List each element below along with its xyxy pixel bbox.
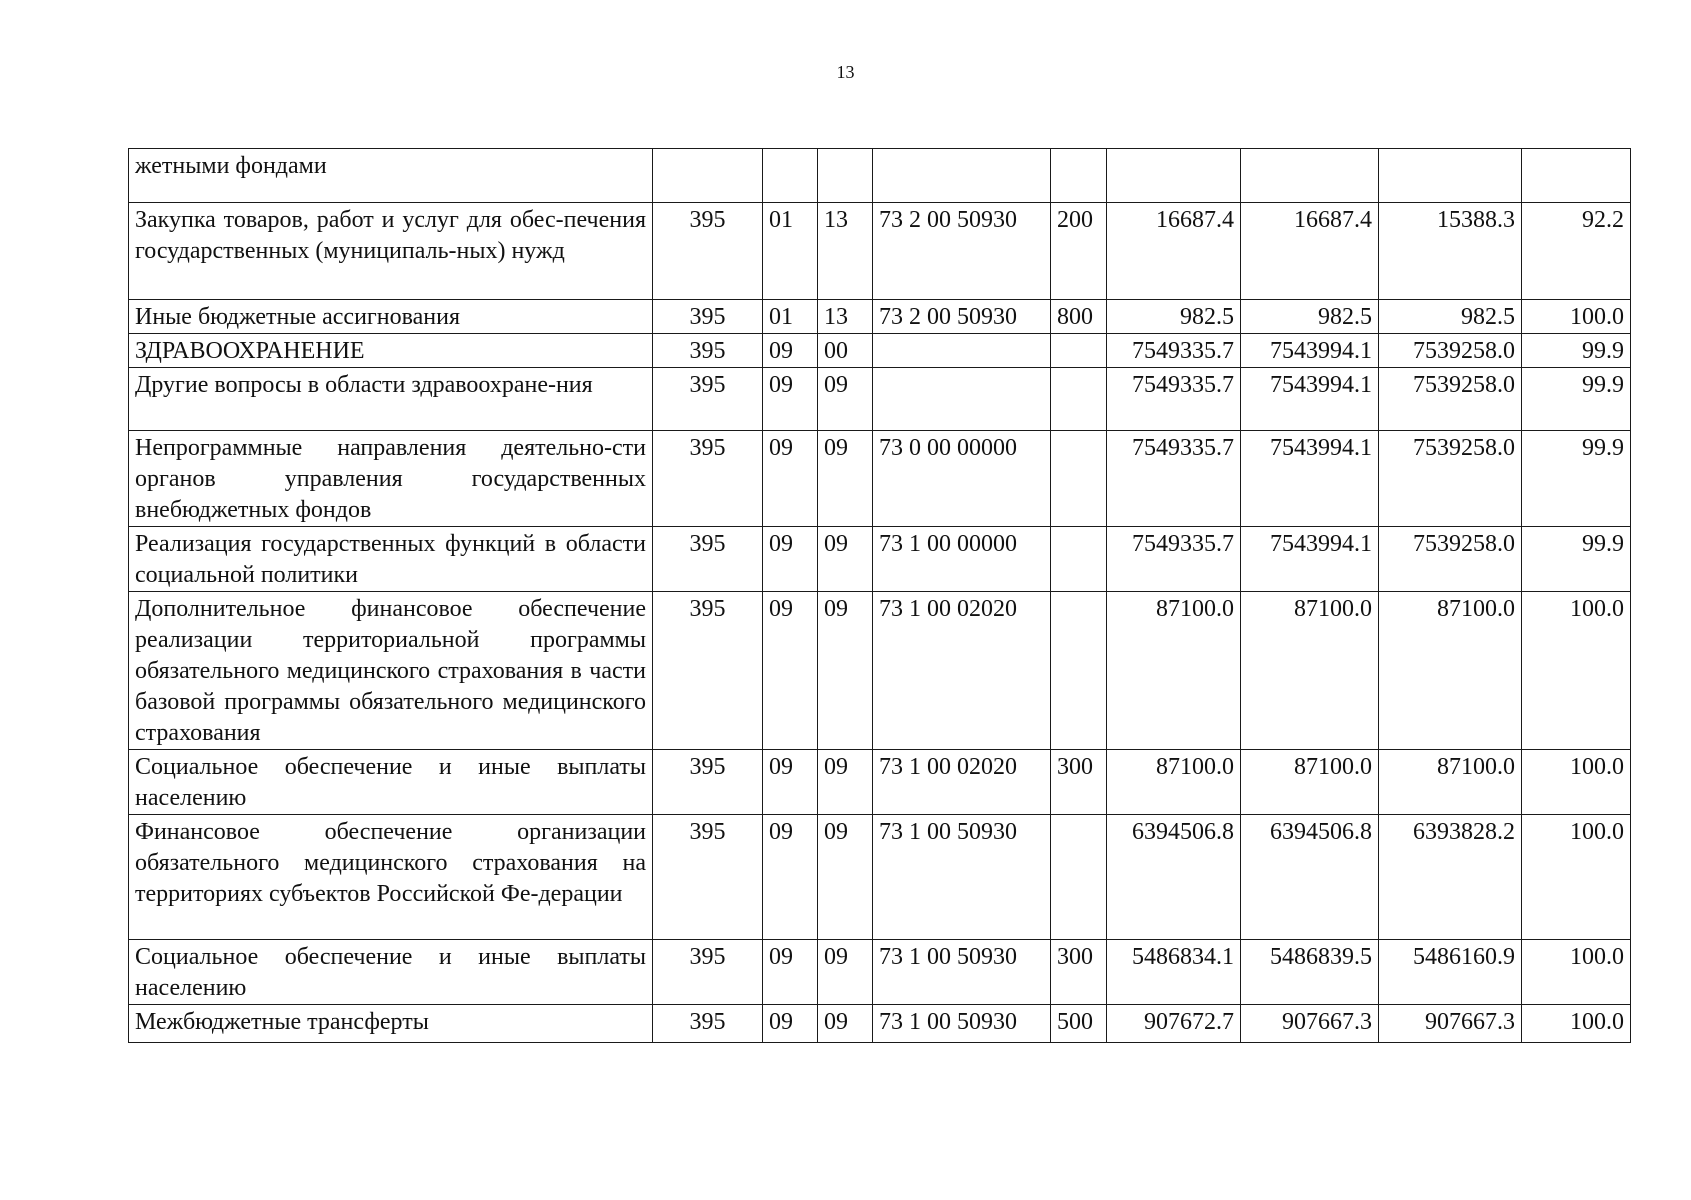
table-row bbox=[129, 940, 1631, 1005]
table-row bbox=[129, 1005, 1631, 1043]
cell-value-1: 6394506.8 bbox=[1107, 815, 1241, 940]
cell-vr: 300 bbox=[1051, 940, 1107, 1005]
table-row bbox=[129, 750, 1631, 815]
cell-name: Непрограммные направления деятельно-сти органов управления государственных внебюджетных фондов bbox=[129, 431, 653, 527]
cell-vr bbox=[1051, 149, 1107, 203]
cell-kcs: 73 2 00 50930 bbox=[873, 300, 1051, 334]
table-row bbox=[129, 527, 1631, 592]
cell-name: Социальное обеспечение и иные выплаты населению bbox=[129, 940, 653, 1005]
cell-value-3: 87100.0 bbox=[1379, 592, 1522, 750]
cell-value-2: 7543994.1 bbox=[1241, 334, 1379, 368]
table-row bbox=[129, 592, 1631, 750]
table-row bbox=[129, 300, 1631, 334]
cell-name: Социальное обеспечение и иные выплаты населению bbox=[129, 750, 653, 815]
cell-admin: 395 bbox=[653, 203, 763, 300]
cell-name: Закупка товаров, работ и услуг для обес-печения государственных (муниципаль-ных) нужд bbox=[129, 203, 653, 300]
cell-value-2: 87100.0 bbox=[1241, 592, 1379, 750]
cell-value-2: 5486839.5 bbox=[1241, 940, 1379, 1005]
cell-value-2: 7543994.1 bbox=[1241, 368, 1379, 431]
cell-rz: 09 bbox=[763, 431, 818, 527]
cell-value-3 bbox=[1379, 149, 1522, 203]
cell-rz: 09 bbox=[763, 334, 818, 368]
cell-name: жетными фондами bbox=[129, 149, 653, 203]
cell-percent: 100.0 bbox=[1522, 1005, 1631, 1043]
cell-value-3: 15388.3 bbox=[1379, 203, 1522, 300]
cell-kcs: 73 1 00 50930 bbox=[873, 940, 1051, 1005]
cell-rz bbox=[763, 149, 818, 203]
cell-vr: 500 bbox=[1051, 1005, 1107, 1043]
cell-kcs: 73 1 00 50930 bbox=[873, 1005, 1051, 1043]
cell-rz: 09 bbox=[763, 1005, 818, 1043]
cell-percent: 100.0 bbox=[1522, 750, 1631, 815]
cell-value-1: 7549335.7 bbox=[1107, 368, 1241, 431]
cell-rz: 09 bbox=[763, 592, 818, 750]
cell-value-3: 7539258.0 bbox=[1379, 334, 1522, 368]
cell-value-1: 5486834.1 bbox=[1107, 940, 1241, 1005]
cell-value-2: 907667.3 bbox=[1241, 1005, 1379, 1043]
cell-admin: 395 bbox=[653, 815, 763, 940]
cell-percent: 100.0 bbox=[1522, 592, 1631, 750]
cell-vr: 800 bbox=[1051, 300, 1107, 334]
cell-value-2: 7543994.1 bbox=[1241, 527, 1379, 592]
cell-rz: 01 bbox=[763, 203, 818, 300]
cell-admin: 395 bbox=[653, 1005, 763, 1043]
cell-rz: 09 bbox=[763, 368, 818, 431]
cell-name: Межбюджетные трансферты bbox=[129, 1005, 653, 1043]
cell-value-3: 7539258.0 bbox=[1379, 368, 1522, 431]
table-row bbox=[129, 431, 1631, 527]
cell-percent: 92.2 bbox=[1522, 203, 1631, 300]
table-row bbox=[129, 149, 1631, 203]
cell-pr: 09 bbox=[818, 368, 873, 431]
cell-pr: 13 bbox=[818, 300, 873, 334]
table-row bbox=[129, 815, 1631, 940]
cell-vr bbox=[1051, 334, 1107, 368]
cell-pr: 09 bbox=[818, 592, 873, 750]
budget-table bbox=[128, 148, 1631, 1043]
cell-admin bbox=[653, 149, 763, 203]
cell-value-3: 6393828.2 bbox=[1379, 815, 1522, 940]
cell-value-3: 87100.0 bbox=[1379, 750, 1522, 815]
cell-value-3: 5486160.9 bbox=[1379, 940, 1522, 1005]
cell-value-2: 982.5 bbox=[1241, 300, 1379, 334]
cell-value-3: 7539258.0 bbox=[1379, 431, 1522, 527]
cell-rz: 09 bbox=[763, 527, 818, 592]
cell-name: Иные бюджетные ассигнования bbox=[129, 300, 653, 334]
cell-admin: 395 bbox=[653, 431, 763, 527]
cell-admin: 395 bbox=[653, 368, 763, 431]
cell-kcs: 73 2 00 50930 bbox=[873, 203, 1051, 300]
cell-percent: 99.9 bbox=[1522, 334, 1631, 368]
cell-admin: 395 bbox=[653, 300, 763, 334]
cell-name: Реализация государственных функций в области социальной политики bbox=[129, 527, 653, 592]
cell-vr: 300 bbox=[1051, 750, 1107, 815]
cell-rz: 09 bbox=[763, 940, 818, 1005]
cell-admin: 395 bbox=[653, 750, 763, 815]
cell-percent bbox=[1522, 149, 1631, 203]
cell-rz: 09 bbox=[763, 815, 818, 940]
cell-percent: 99.9 bbox=[1522, 527, 1631, 592]
cell-pr bbox=[818, 149, 873, 203]
cell-name: Дополнительное финансовое обеспечение реализации территориальной программы обязательного медицинского страхования в части базовой программы обязательного медицинского страхования bbox=[129, 592, 653, 750]
cell-value-1: 87100.0 bbox=[1107, 592, 1241, 750]
cell-pr: 00 bbox=[818, 334, 873, 368]
cell-value-2 bbox=[1241, 149, 1379, 203]
table-row bbox=[129, 368, 1631, 431]
cell-kcs: 73 1 00 00000 bbox=[873, 527, 1051, 592]
cell-vr bbox=[1051, 592, 1107, 750]
cell-kcs: 73 1 00 50930 bbox=[873, 815, 1051, 940]
cell-vr bbox=[1051, 527, 1107, 592]
cell-value-3: 907667.3 bbox=[1379, 1005, 1522, 1043]
cell-value-3: 982.5 bbox=[1379, 300, 1522, 334]
cell-kcs bbox=[873, 334, 1051, 368]
cell-vr bbox=[1051, 815, 1107, 940]
cell-vr: 200 bbox=[1051, 203, 1107, 300]
cell-value-2: 6394506.8 bbox=[1241, 815, 1379, 940]
cell-value-1: 87100.0 bbox=[1107, 750, 1241, 815]
table-body bbox=[129, 149, 1631, 1043]
cell-admin: 395 bbox=[653, 527, 763, 592]
cell-kcs: 73 1 00 02020 bbox=[873, 750, 1051, 815]
cell-kcs: 73 0 00 00000 bbox=[873, 431, 1051, 527]
table-row bbox=[129, 203, 1631, 300]
cell-value-1: 16687.4 bbox=[1107, 203, 1241, 300]
cell-percent: 100.0 bbox=[1522, 940, 1631, 1005]
cell-pr: 09 bbox=[818, 431, 873, 527]
cell-rz: 01 bbox=[763, 300, 818, 334]
cell-value-3: 7539258.0 bbox=[1379, 527, 1522, 592]
cell-percent: 100.0 bbox=[1522, 300, 1631, 334]
cell-value-2: 7543994.1 bbox=[1241, 431, 1379, 527]
cell-value-1: 7549335.7 bbox=[1107, 334, 1241, 368]
cell-kcs bbox=[873, 368, 1051, 431]
page-number: 13 bbox=[836, 62, 855, 82]
cell-pr: 09 bbox=[818, 527, 873, 592]
cell-value-1: 907672.7 bbox=[1107, 1005, 1241, 1043]
cell-name: Финансовое обеспечение организации обязательного медицинского страхования на территориях субъектов Российской Фе-дерации bbox=[129, 815, 653, 940]
cell-pr: 09 bbox=[818, 750, 873, 815]
cell-vr bbox=[1051, 431, 1107, 527]
cell-vr bbox=[1051, 368, 1107, 431]
table-row bbox=[129, 334, 1631, 368]
cell-value-1 bbox=[1107, 149, 1241, 203]
cell-value-1: 982.5 bbox=[1107, 300, 1241, 334]
cell-admin: 395 bbox=[653, 592, 763, 750]
cell-admin: 395 bbox=[653, 334, 763, 368]
cell-percent: 99.9 bbox=[1522, 368, 1631, 431]
cell-kcs: 73 1 00 02020 bbox=[873, 592, 1051, 750]
cell-percent: 100.0 bbox=[1522, 815, 1631, 940]
cell-pr: 13 bbox=[818, 203, 873, 300]
cell-value-2: 16687.4 bbox=[1241, 203, 1379, 300]
cell-pr: 09 bbox=[818, 815, 873, 940]
cell-value-2: 87100.0 bbox=[1241, 750, 1379, 815]
cell-name: Другие вопросы в области здравоохране-ния bbox=[129, 368, 653, 431]
cell-pr: 09 bbox=[818, 940, 873, 1005]
cell-admin: 395 bbox=[653, 940, 763, 1005]
cell-value-1: 7549335.7 bbox=[1107, 527, 1241, 592]
cell-rz: 09 bbox=[763, 750, 818, 815]
cell-name: ЗДРАВООХРАНЕНИЕ bbox=[129, 334, 653, 368]
cell-pr: 09 bbox=[818, 1005, 873, 1043]
cell-value-1: 7549335.7 bbox=[1107, 431, 1241, 527]
cell-percent: 99.9 bbox=[1522, 431, 1631, 527]
cell-kcs bbox=[873, 149, 1051, 203]
